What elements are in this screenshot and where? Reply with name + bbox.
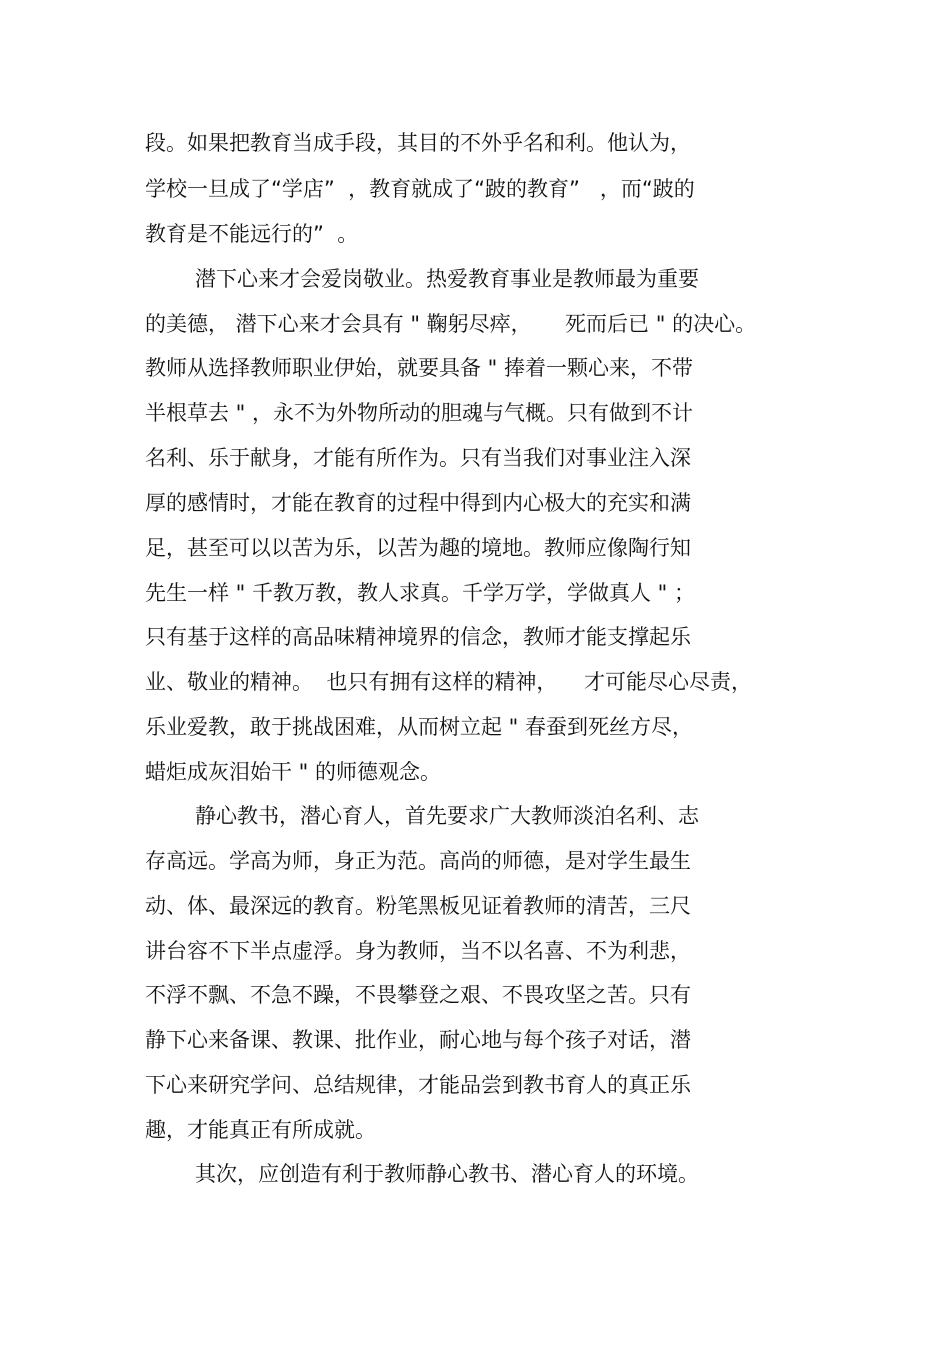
text-line: 下心来研究学问、总结规律，才能品尝到教书育人的真正乐 bbox=[145, 1073, 691, 1097]
text-line: 业、敬业的精神。 也只有拥有这样的精神， 才可能尽心尽责， bbox=[145, 670, 753, 694]
text-line: 不浮不飘、不急不躁，不畏攀登之艰、不畏攻坚之苦。只有 bbox=[145, 983, 691, 1007]
text-line: 蜡炬成灰泪始干 " 的师德观念。 bbox=[145, 760, 442, 784]
text-line: 厚的感情时，才能在教育的过程中得到内心极大的充实和满 bbox=[145, 491, 691, 515]
text-line: 教师从选择教师职业伊始，就要具备 " 捧着一颗心来，不带 bbox=[145, 356, 694, 380]
text-line: 动、体、最深远的教育。粉笔黑板见证着教师的清苦，三尺 bbox=[145, 894, 691, 918]
paragraph-first-line: 潜下心来才会爱岗敬业。热爱教育事业是教师最为重要 bbox=[195, 267, 699, 291]
paragraph-first-line: 静心教书，潜心育人，首先要求广大教师淡泊名利、志 bbox=[195, 804, 699, 828]
text-line: 半根草去 " ，永不为外物所动的胆魂与气概。只有做到不计 bbox=[145, 401, 694, 425]
text-line: 教育是不能远行的” 。 bbox=[145, 222, 359, 246]
text-line: 先生一样 " 千教万教，教人求真。千学万学，学做真人 " ； bbox=[145, 581, 696, 605]
text-line: 讲台容不下半点虚浮。身为教师，当不以名喜、不为利悲， bbox=[145, 939, 691, 963]
paragraph-first-line: 其次，应创造有利于教师静心教书、潜心育人的环境。 bbox=[195, 1162, 699, 1186]
text-line: 乐业爱教，敢于挑战困难，从而树立起 " 春蚕到死丝方尽， bbox=[145, 715, 694, 739]
text-line: 的美德， 潜下心来才会具有 " 鞠躬尽瘁， 死而后已 " 的决心。 bbox=[145, 312, 757, 336]
text-line: 只有基于这样的高品味精神境界的信念，教师才能支撑起乐 bbox=[145, 625, 691, 649]
text-line: 静下心来备课、教课、批作业，耐心地与每个孩子对话，潜 bbox=[145, 1028, 691, 1052]
text-line: 学校一旦成了“学店” ，教育就成了“跛的教育” ，而“跛的 bbox=[145, 177, 695, 201]
text-line: 足，甚至可以以苦为乐，以苦为趣的境地。教师应像陶行知 bbox=[145, 536, 691, 560]
text-line: 段。如果把教育当成手段，其目的不外乎名和利。他认为， bbox=[145, 131, 691, 155]
text-line: 名利、乐于献身，才能有所作为。只有当我们对事业注入深 bbox=[145, 446, 691, 470]
text-line: 存高远。学高为师，身正为范。高尚的师德，是对学生最生 bbox=[145, 849, 691, 873]
text-line: 趣，才能真正有所成就。 bbox=[145, 1118, 376, 1142]
